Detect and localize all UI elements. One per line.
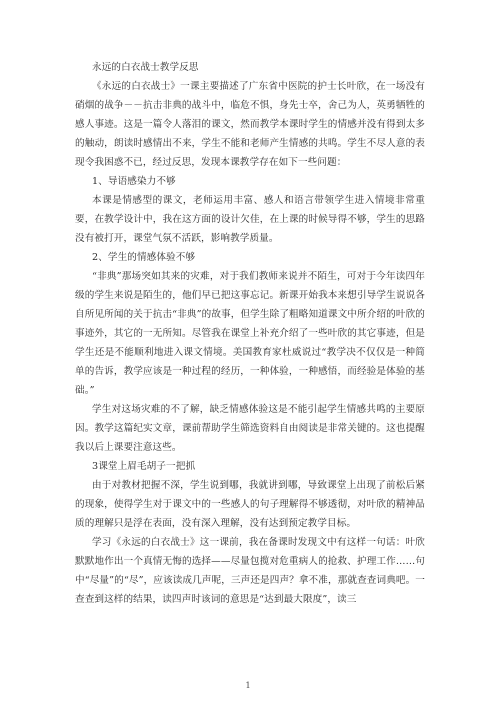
body-paragraph: 学生对这场灾难的不了解，缺乏情感体验这是不能引起学生情感共鸣的主要原因。教学这篇纪实文章，课前帮助学生筛选资料自由阅读是非常关键的。这也提醒我以后上课要注意这些。 [75, 404, 425, 453]
page-number: 1 [245, 681, 251, 690]
section-heading: 1、导语感染力不够 [92, 176, 176, 187]
paragraph-list [75, 77, 425, 609]
body-paragraph: 学习《永远的白衣战士》这一课前，我在备课时发现文中有这样一句话：叶欣默默地作出一个真情无悔的选择——尽量包揽对危重病人的抢救、护理工作……句中“尽量”的“尽”，应该读成几声呢，三声还是四声？拿不准，那就查查词典吧。一查查到这样的结果，读四声时该词的意思是“达到最大限度”，读三 [75, 537, 425, 605]
body-paragraph: 《永远的白衣战士》一课主要描述了广东省中医院的护士长叶欣，在一场没有硝烟的战争－－抗击非典的战斗中，临危不惧，身先士卒，舍己为人，英勇牺牲的感人事迹。这是一篇令人落泪的课文，然而教学本课时学生的情感并没有得到太多的触动，朗读时感情出不来，学生不能和老师产生情感的共鸣。学生不尽人意的表现令我困惑不已，经过反思，发现本课教学存在如下一些问题： [75, 81, 425, 168]
body-paragraph: 本课是情感型的课文，老师运用丰富、感人和语言带领学生进入情境非常重要，在教学设计中，我在这方面的设计欠佳，在上课的时候导得不够，学生的思路没有被打开，课堂气氛不活跃，影响教学质量。 [75, 195, 425, 244]
document-title: 永远的白衣战士教学反思 [92, 62, 199, 73]
body-paragraph: “非典”那场突如其来的灾难，对于我们教师来说并不陌生，可对于今年读四年级的学生来说是陌生的，他们早已把这事忘记。新课开始我本来想引导学生说说各自所见所闻的关于抗击“非典”的故事，但学生除了粗略知道课文中所介绍的叶欣的事迹外，其它的一无所知。尽管我在课堂上补充介绍了一些叶欣的其它事迹，但是学生还是不能顺利地进入课文情境。美国教育家杜威说过“教学决不仅仅是一种简单的告诉，教学应该是一种过程的经历，一种体验，一种感悟，而经验是体验的基础。” [75, 271, 425, 396]
section-heading: 2、学生的情感体验不够 [92, 252, 196, 263]
section-heading: 3课堂上眉毛胡子一把抓 [92, 461, 196, 472]
body-paragraph: 由于对教材把握不深，学生说到哪，我就讲到哪，导致课堂上出现了前松后紧的现象，使得学生对于课文中的一些感人的句子理解得不够透彻，对叶欣的精神品质的理解只是浮在表面，没有深入理解，没有达到预定教学目标。 [75, 480, 425, 529]
document-body [75, 58, 425, 609]
